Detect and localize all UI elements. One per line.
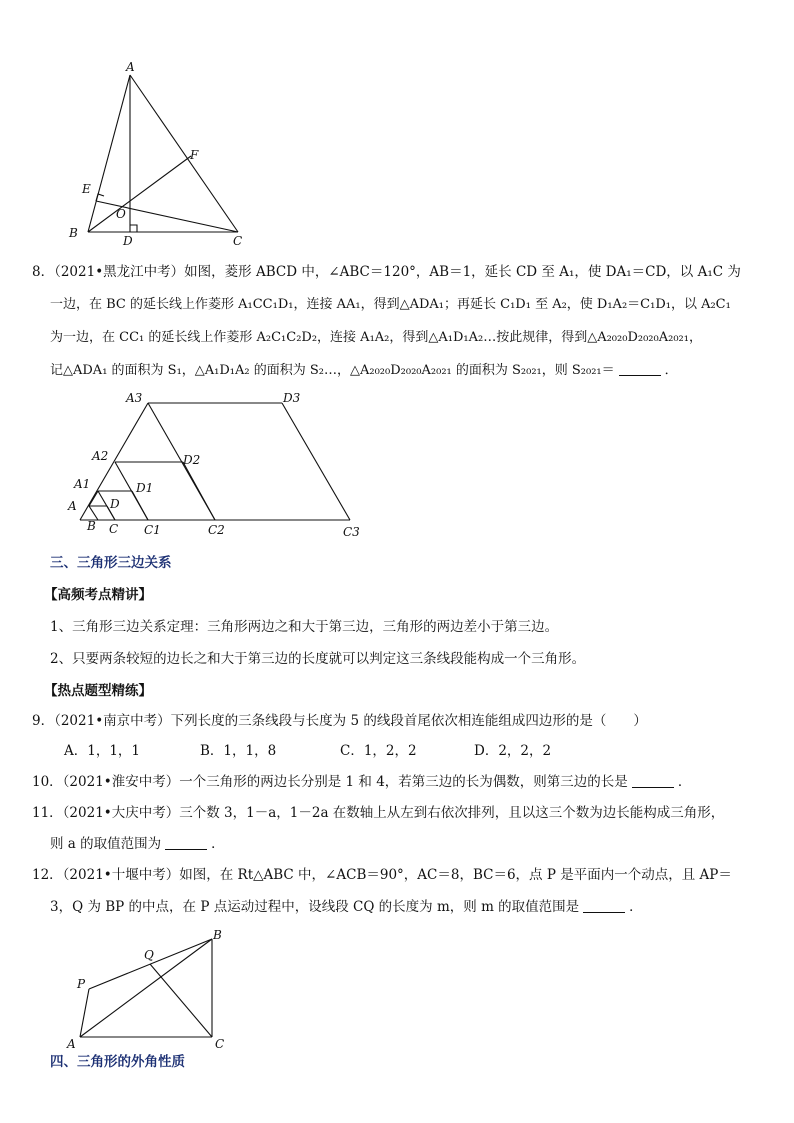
q11-text-2: 则 a 的取值范围为: [50, 836, 162, 852]
q10-answer-blank[interactable]: [632, 775, 674, 788]
fig2-label-c: C: [109, 522, 119, 536]
q10-end: ．: [677, 774, 692, 790]
q11-line1: 11．（2021•大庆中考）三个数 3，1－a，1－2a 在数轴上从左到右依次排列，且以这三个数为边长能构成三角形，: [32, 805, 725, 821]
fig3-label-p: P: [77, 977, 86, 991]
q8-number: 8．: [32, 264, 55, 280]
q8-line4: [50, 361, 678, 381]
fig2-label-b: B: [87, 519, 96, 533]
fig2-label-d: D: [110, 497, 120, 511]
fig3-label-b: B: [213, 928, 222, 942]
hot-questions-title: 【热点题型精练】: [44, 683, 152, 699]
fig2-label-c3: C3: [343, 525, 360, 539]
key-points-title: 【高频考点精讲】: [44, 587, 152, 603]
q9-option-d[interactable]: D．2，2，2: [474, 743, 552, 759]
fig1-label-o: O: [116, 207, 126, 221]
q9-text: 9．（2021•南京中考）下列长度的三条线段与长度为 5 的线段首尾依次相连能组成四边形的是（ ）: [32, 713, 647, 729]
fig2-label-d2: D2: [183, 453, 201, 467]
fig1-label-c: C: [233, 234, 243, 248]
fig1-label-b: B: [69, 226, 78, 240]
fig1-label-e: E: [82, 182, 91, 196]
q11-line2: [50, 834, 225, 854]
q8-line2: 一边，在 BC 的延长线上作菱形 A₁CC₁D₁，连接 AA₁，得到△ADA₁；再延长 C₁D₁ 至 A₂，使 D₁A₂＝C₁D₁，以 A₂C₁: [50, 297, 731, 312]
fig2-label-a1: A1: [74, 477, 91, 491]
q8-text-1: 如图，菱形 ABCD 中，∠ABC＝120°，AB＝1，延长 CD 至 A₁，使 DA₁＝CD，以 A₁C 为: [184, 264, 741, 280]
q9-option-b[interactable]: B．1，1，8: [200, 743, 277, 759]
fig3-label-q: Q: [144, 948, 154, 962]
fig2-label-c1: C1: [144, 523, 161, 537]
fig1-label-a: A: [126, 60, 135, 74]
q8-source: （2021•黑龙江中考）: [54, 264, 185, 280]
q9-option-c[interactable]: C．1，2，2: [340, 743, 417, 759]
q10-text: 10．（2021•淮安中考）一个三角形的两边长分别是 1 和 4，若第三边的长为偶数，则第三边的长是: [32, 774, 628, 790]
q8-text-4: 记△ADA₁ 的面积为 S₁，△A₁D₁A₂ 的面积为 S₂…，△A₂₀₂₀D₂₀₂₀A₂₀₂₁ 的面积为 S₂₀₂₁，则 S₂₀₂₁＝: [50, 363, 615, 378]
fig3-label-c: C: [215, 1037, 225, 1050]
q8-line3: 为一边，在 CC₁ 的延长线上作菱形 A₂C₁C₂D₂，连接 A₁A₂，得到△A₁D₁A₂…按此规律，得到△A₂₀₂₀D₂₀₂₀A₂₀₂₁，: [50, 330, 702, 345]
figure-right-triangle-p: [60, 925, 240, 1050]
fig3-label-a: A: [67, 1037, 76, 1050]
q9-option-a[interactable]: A．1，1，1: [64, 743, 141, 759]
fig2-label-a: A: [68, 499, 77, 513]
figure-rhombus-chain: [60, 388, 370, 543]
q8-end: ．: [664, 363, 678, 378]
figure-triangle-altitudes: [60, 55, 260, 250]
fig2-label-a2: A2: [92, 449, 109, 463]
q10-line: [32, 772, 691, 792]
q12-line2: [50, 897, 643, 917]
fig1-label-d: D: [123, 234, 133, 248]
fig2-label-d1: D1: [136, 481, 154, 495]
key-point-2: 2、只要两条较短的边长之和大于第三边的长度就可以判定这三条线段能构成一个三角形。: [50, 651, 586, 667]
section-4-title: 四、三角形的外角性质: [50, 1054, 185, 1070]
q12-line1: 12．（2021•十堰中考）如图，在 Rt△ABC 中，∠ACB＝90°，AC＝8，BC＝6，点 P 是平面内一个动点，且 AP＝: [32, 867, 732, 883]
q12-answer-blank[interactable]: [583, 900, 625, 913]
q11-answer-blank[interactable]: [165, 837, 207, 850]
fig2-label-a3: A3: [126, 391, 143, 405]
q12-text-2: 3，Q 为 BP 的中点，在 P 点运动过程中，设线段 CQ 的长度为 m，则 m 的取值范围是: [50, 899, 580, 915]
q12-end: ．: [629, 899, 643, 915]
fig2-label-d3: D3: [283, 391, 301, 405]
fig2-label-c2: C2: [208, 523, 225, 537]
fig1-label-f: F: [190, 148, 199, 162]
section-3-title: 三、三角形三边关系: [50, 555, 172, 571]
q8-line1: [32, 262, 741, 282]
q8-answer-blank[interactable]: [619, 363, 661, 376]
key-point-1: 1、三角形三边关系定理：三角形两边之和大于第三边，三角形的两边差小于第三边。: [50, 619, 559, 635]
q11-end: ．: [211, 836, 225, 852]
